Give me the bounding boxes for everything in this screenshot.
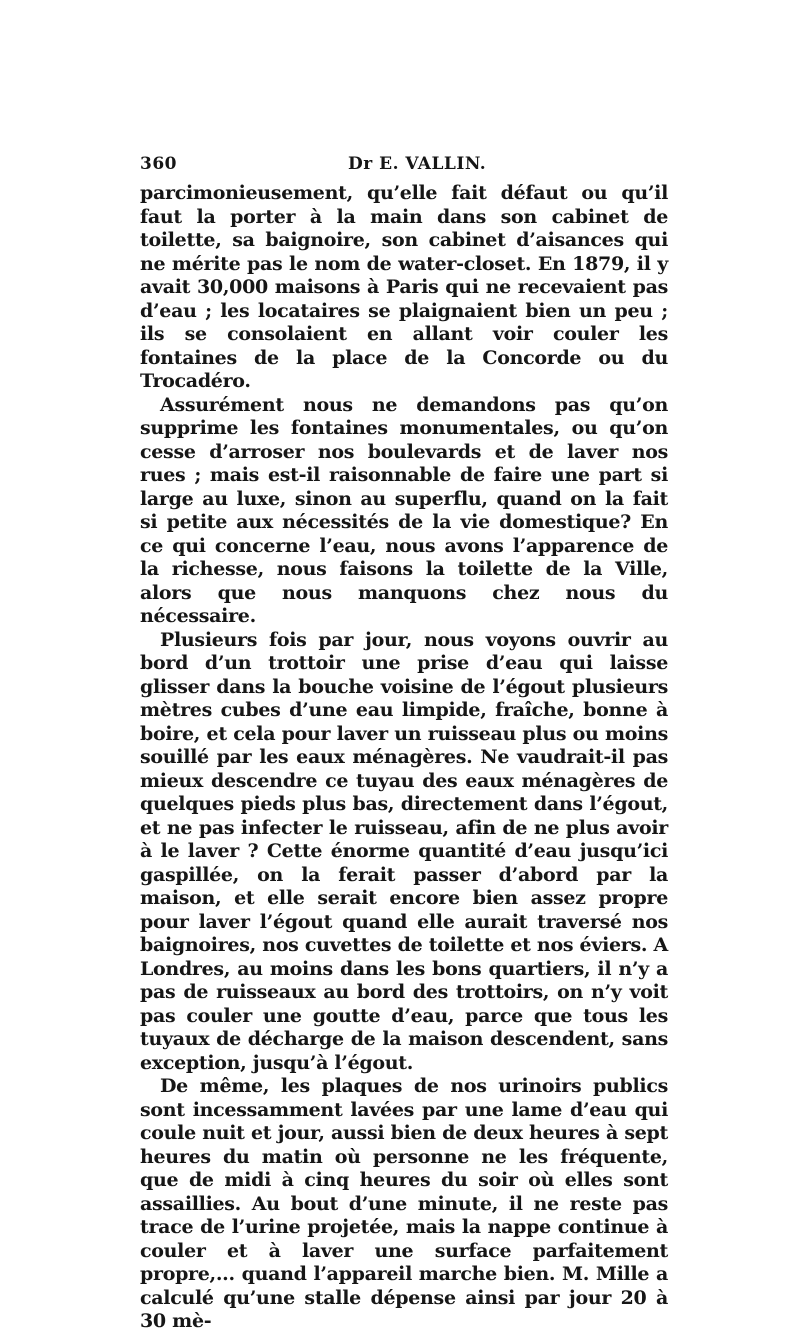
running-title: Dr E. VALLIN. (348, 154, 487, 174)
running-head (140, 148, 668, 182)
paragraph-gutters: Plusieurs fois par jour, nous voyons ouvrir au bord d’un trottoir une prise d’eau qui laisse glisser dans la bouche voisine de l’égout plusieurs mètres cubes d’une eau limpide, fraîche, bonne à boire, et cela pour laver un ruisseau plus ou moins souillé par les eaux ménagères. Ne vaudrait-il pas mieux descendre ce tuyau des eaux ménagères de quelques pieds plus bas, directement dans l’égout, et ne pas infecter le ruisseau, afin de ne plus avoir à le laver ? Cette énorme quantité d’eau jusqu’ici gaspillée, on la ferait passer d’abord par la maison, et elle serait encore bien assez propre pour laver l’égout quand elle aurait traversé nos baignoires, nos cuvettes de toilette et nos éviers. A Londres, au moins dans les bons quartiers, il n’y a pas de ruisseaux au bord des trottoirs, on n’y voit pas couler une goutte d’eau, parce que tous les tuyaux de décharge de la maison descendent, sans exception, jusqu’à l’égout. (140, 628, 668, 1074)
paragraph-urinals: De même, les plaques de nos urinoirs publics sont incessamment lavées par une lame d’eau qui coule nuit et jour, aussi bien de deux heures à sept heures du matin où personne ne les fréquente, que de midi à cinq heures du soir où elles sont assaillies. Au bout d’une minute, il ne reste pas trace de l’urine projetée, mais la nappe continue à couler et à laver une surface parfaitement propre,... quand l’appareil marche bien. M. Mille a calculé qu’une stalle dépense ainsi par jour 20 à 30 mè- (140, 1075, 668, 1332)
book-page (140, 148, 668, 1334)
body-text (140, 182, 668, 1334)
page-number: 360 (140, 154, 177, 174)
paragraph-continuation: parcimonieusement, qu’elle fait défaut ou qu’il faut la porter à la main dans son cabinet de toilette, sa baignoire, son cabinet d’aisances qui ne mérite pas le nom de water-closet. En 1879, il y avait 30,000 maisons à Paris qui ne recevaient pas d’eau ; les locataires se plaignaient bien un peu ; ils se consolaient en allant voir couler les fontaines de la place de la Concorde ou du Trocadéro. (140, 182, 668, 392)
paragraph-fountains: Assurément nous ne demandons pas qu’on supprime les fontaines monumentales, ou qu’on cesse d’arroser nos boulevards et de laver nos rues ; mais est-il raisonnable de faire une part si large au luxe, sinon au superflu, quand on la fait si petite aux nécessités de la vie domestique? En ce qui concerne l’eau, nous avons l’apparence de la richesse, nous faisons la toilette de la Ville, alors que nous manquons chez nous du nécessaire. (140, 393, 668, 627)
